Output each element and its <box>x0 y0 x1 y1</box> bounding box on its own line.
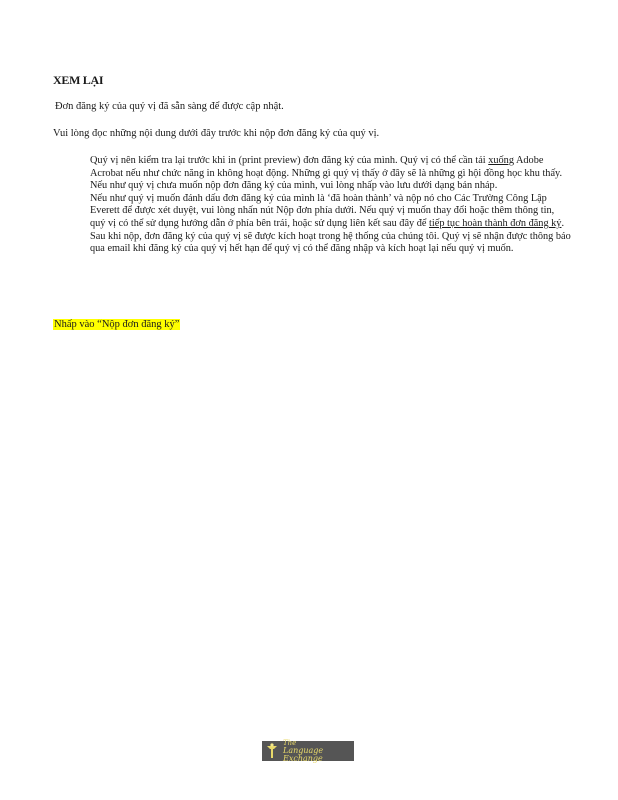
list-item-text: Nếu như quý vị muốn đánh dấu đơn đăng ký của mình là ‘đã hoàn thành’ và nộp nó cho Các Trường Công Lập Everett để được xét duyệt, vui lòng nhấn nút Nộp đơn phía dưới. Nếu quý vị muốn thay đổi hoặc thêm thông tin, quý vị có thể sử dụng hướng dẫn ở phía bên trái, hoặc sử dụng liên kết sau đây để <box>90 192 555 229</box>
intro-text: Đơn đăng ký của quý vị đã sẵn sàng để được cập nhật. <box>55 101 284 112</box>
continue-application-link[interactable]: tiếp tục hoàn thành đơn đăng ký <box>429 217 562 229</box>
list-item <box>72 193 572 231</box>
list-item <box>72 231 572 256</box>
torch-icon <box>265 743 279 759</box>
list-item-text: Sau khi nộp, đơn đăng ký của quý vị sẽ được kích hoạt trong hệ thống của chúng tôi. Quý vị sẽ nhận được thông báo qua email khi đăng ký của quý vị hết hạn để quý vị có thể đăng nhập và kích hoạt lại nếu quý vị muốn. <box>90 230 571 255</box>
list-item <box>72 180 572 193</box>
logo-text-line1: The <box>283 738 297 747</box>
list-item-text: Adobe Acrobat nếu như chức năng in không hoạt động. Những gì quý vị thấy ở đây sẽ là những gì hội đồng học khu thấy. <box>90 155 563 179</box>
download-link[interactable]: xuống <box>488 155 514 166</box>
list-item-text: . <box>561 217 565 229</box>
list-item-text: Nếu như quý vị chưa muốn nộp đơn đăng ký của mình, vui lòng nhấp vào lưu dưới dạng bản nháp. <box>90 180 498 192</box>
list-item-text: Quý vị nên kiểm tra lại trước khi in (print preview) đơn đăng ký của mình. Quý vị có thể cần tải <box>90 155 489 166</box>
language-exchange-logo <box>262 738 354 763</box>
logo-text <box>283 740 351 763</box>
instruction-text: Vui lòng đọc những nội dung dưới đây trước khi nộp đơn đăng ký của quý vị. <box>53 128 380 139</box>
list-item <box>72 155 572 180</box>
logo-text-line2: Language Exchange <box>283 745 324 763</box>
page-title: XEM LẠI <box>53 73 104 87</box>
review-list <box>72 155 572 256</box>
submit-instruction-highlight: Nhấp vào “Nộp đơn đăng ký” <box>54 319 180 330</box>
